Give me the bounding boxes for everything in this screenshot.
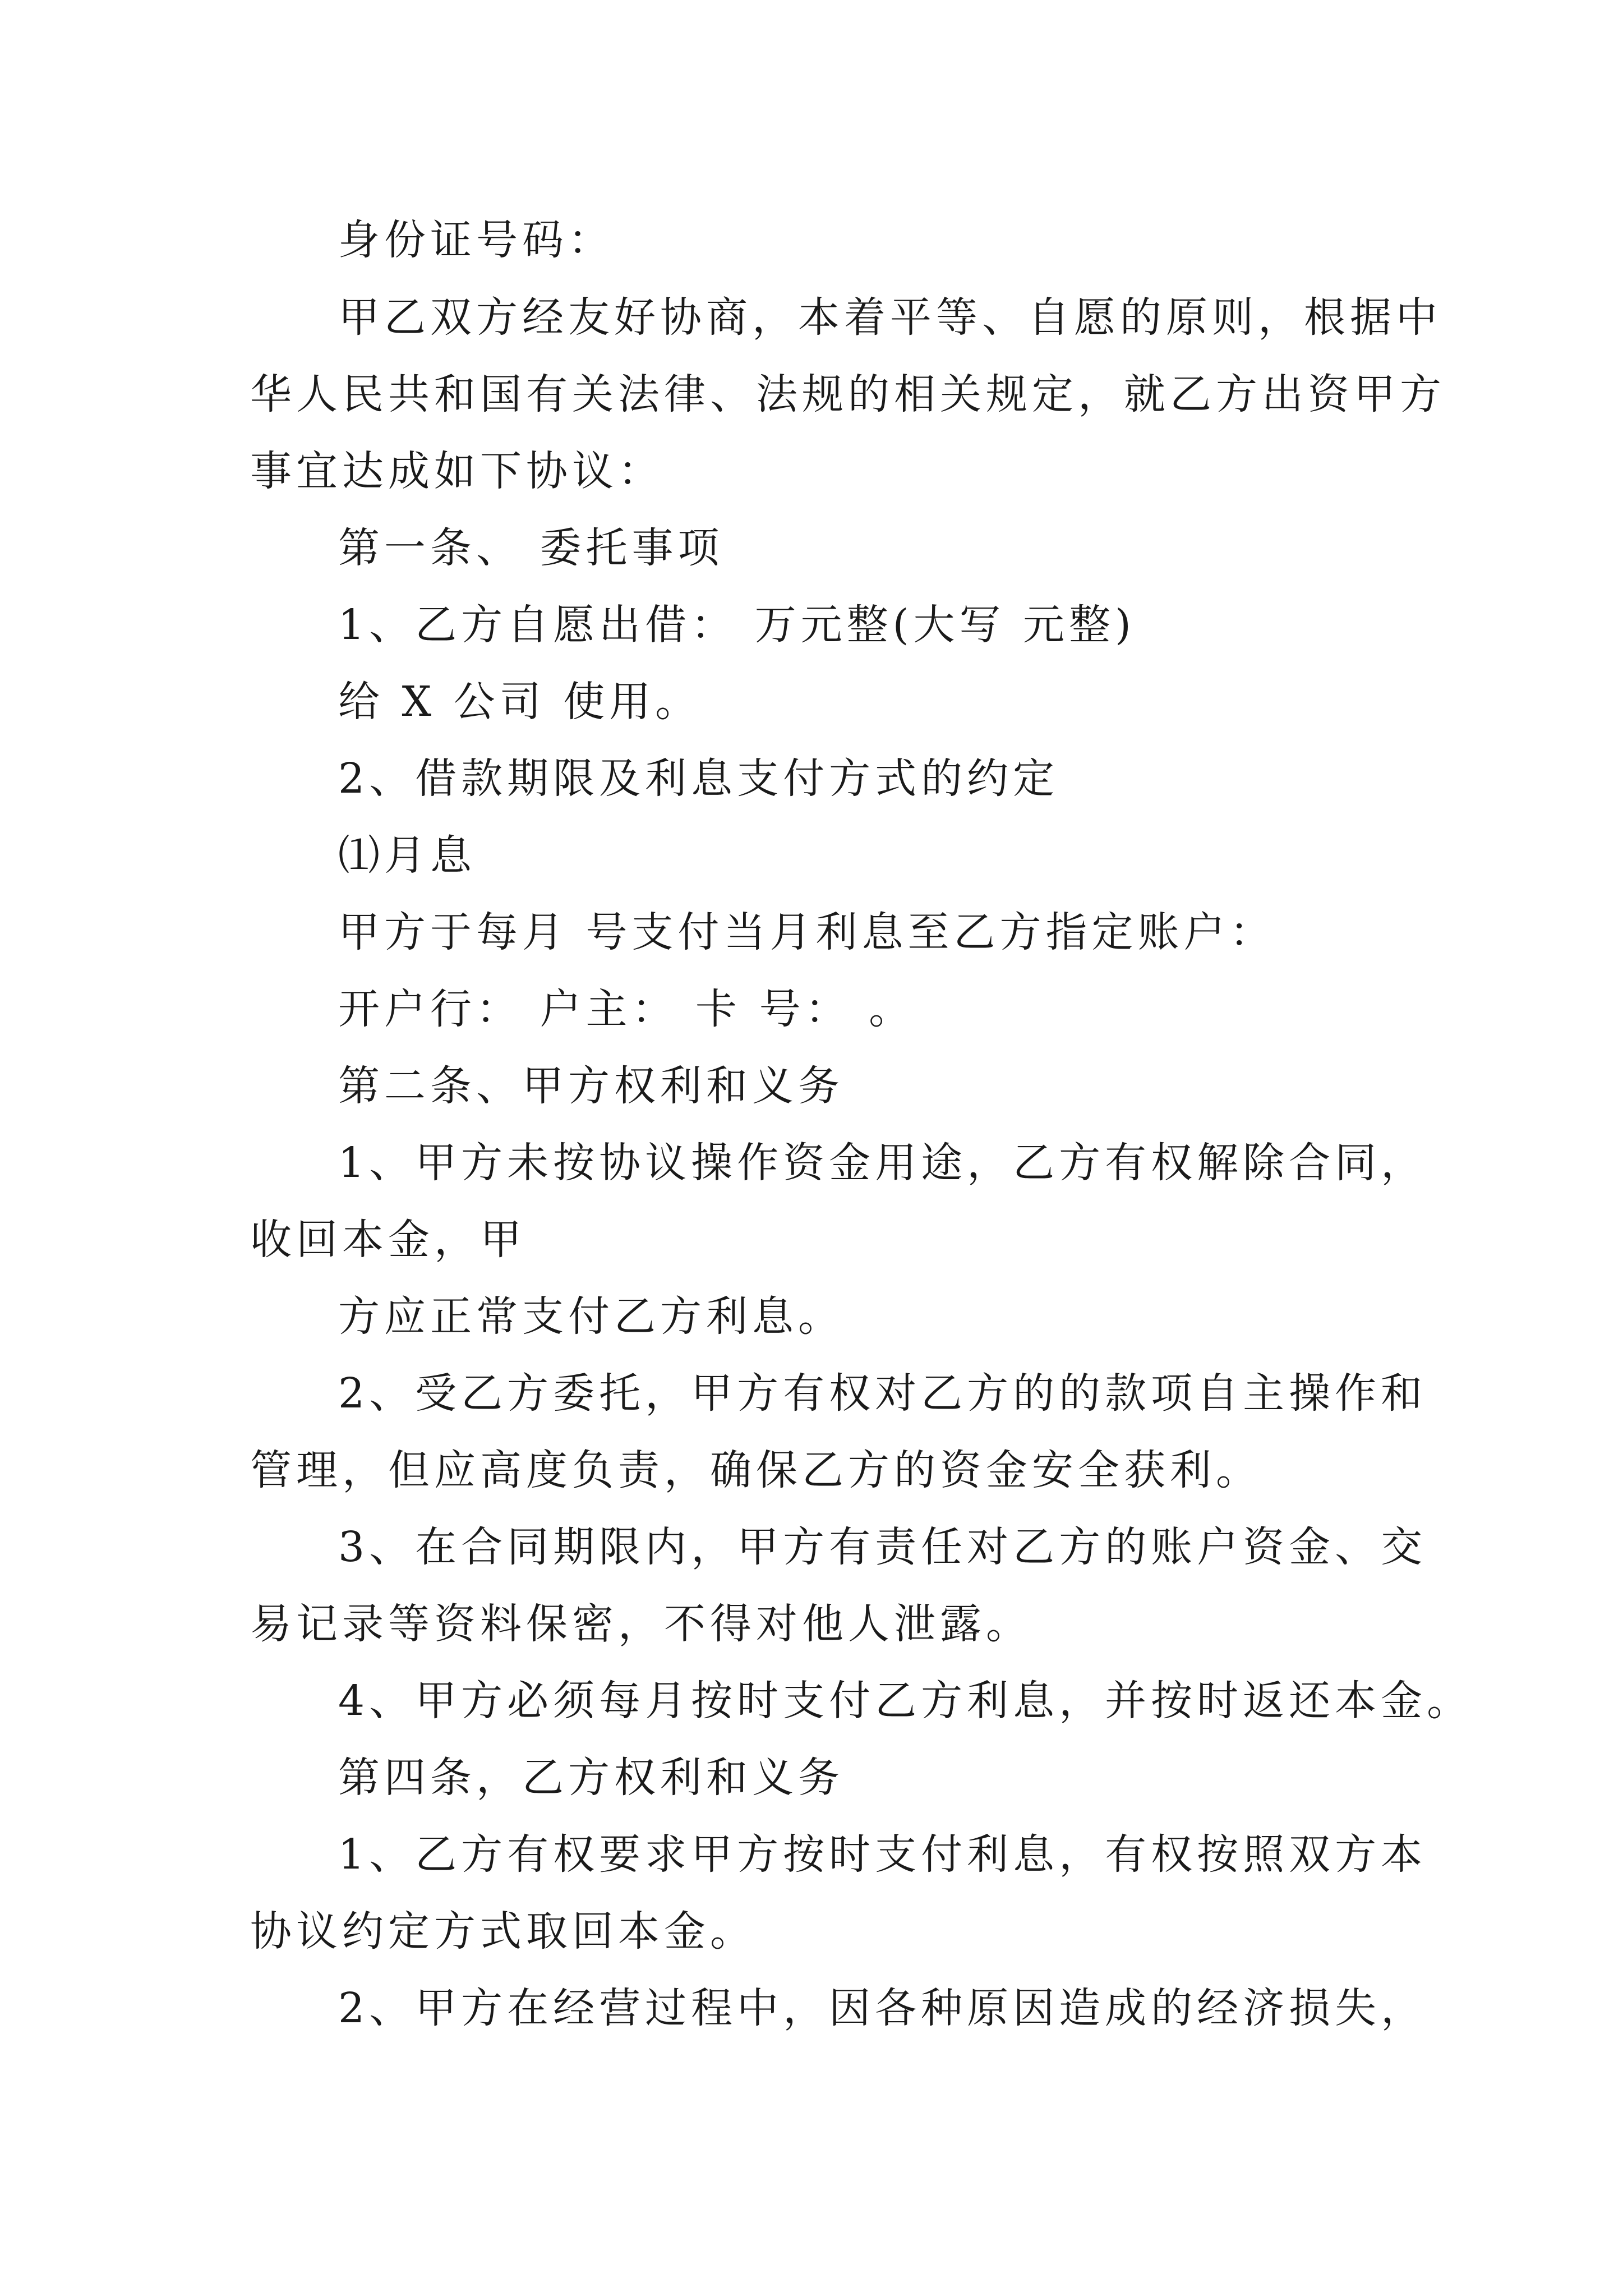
clause-line: 给 X 公司 使用。 <box>338 678 702 726</box>
clause-line: 1、甲方未按协议操作资金用途，乙方有权解除合同， <box>338 1139 1427 1187</box>
clause-line: 方应正常支付乙方利息。 <box>338 1292 844 1341</box>
clause-line: 协议约定方式取回本金。 <box>250 1907 756 1955</box>
clause-line: 2、甲方在经营过程中，因各种原因造成的经济损失， <box>338 1984 1427 2032</box>
clause-line: 1、乙方有权要求甲方按时支付利息，有权按照双方本 <box>338 1830 1427 1879</box>
clause-line: 4、甲方必须每月按时支付乙方利息，并按时返还本金。 <box>338 1677 1473 1725</box>
clause-line: 收回本金，甲 <box>250 1216 526 1264</box>
id-number-label: 身份证号码： <box>338 216 614 264</box>
clause-line: 管理，但应高度负责，确保乙方的资金安全获利。 <box>250 1446 1262 1494</box>
clause-line: 1、乙方自愿出借： 万元整(大写 元整) <box>338 601 1136 649</box>
article-heading: 第一条、 委托事项 <box>338 524 724 572</box>
paragraph-line: 华人民共和国有关法律、法规的相关规定，就乙方出资甲方 <box>250 370 1446 418</box>
article-heading: 第二条、甲方权利和义务 <box>338 1062 844 1110</box>
article-heading: 第四条，乙方权利和义务 <box>338 1754 844 1802</box>
clause-line: 甲方于每月 号支付当月利息至乙方指定账户： <box>338 908 1276 956</box>
clause-line: 3、在合同期限内，甲方有责任对乙方的账户资金、交 <box>338 1523 1427 1571</box>
clause-line: 2、受乙方委托，甲方有权对乙方的的款项自主操作和 <box>338 1369 1427 1418</box>
clause-line: 2、借款期限及利息支付方式的约定 <box>338 754 1059 803</box>
paragraph-line: 事宜达成如下协议： <box>250 447 664 495</box>
bank-account-line: 开户行： 户主： 卡 号： 。 <box>338 985 915 1033</box>
clause-line: 易记录等资料保密，不得对他人泄露。 <box>250 1600 1032 1648</box>
paragraph-line: 甲乙双方经友好协商，本着平等、自愿的原则，根据中 <box>338 293 1442 342</box>
clause-line: ⑴月息 <box>338 831 476 880</box>
